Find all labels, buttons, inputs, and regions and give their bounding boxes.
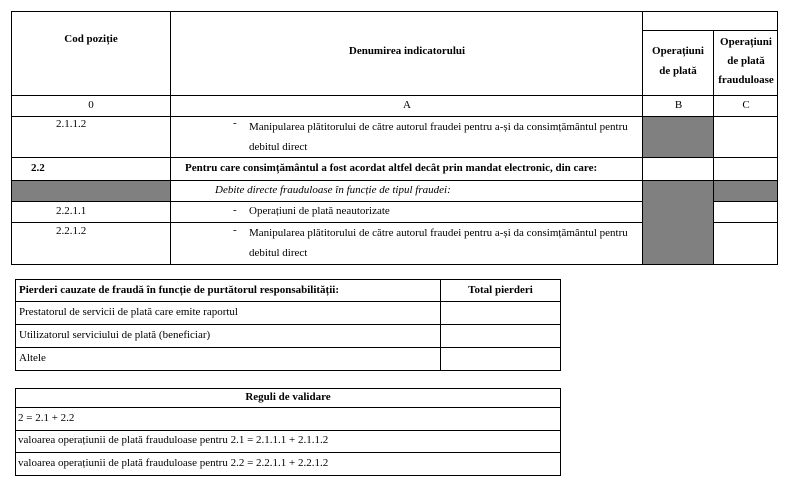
main-table xyxy=(11,11,778,265)
header-operatiuni-frauduloase: Operațiuni de plată frauduloase xyxy=(718,36,774,86)
col-code-0: 0 xyxy=(88,99,94,111)
header-cod-pozitie: Cod poziție xyxy=(64,33,118,45)
gray-cell-b-rows3-5 xyxy=(643,181,714,265)
losses-row: Utilizatorul serviciului de plată (beneficiar) xyxy=(19,329,211,341)
row-code: 2.2.1.2 xyxy=(56,225,87,237)
row-code: 2.1.1.2 xyxy=(56,118,87,130)
validation-header: Reguli de validare xyxy=(245,391,331,403)
validation-rule: valoarea operațiunii de plată frauduloase pentru 2.2 = 2.2.1.1 + 2.2.1.2 xyxy=(18,457,329,469)
header-operatiuni-de-plata: Operațiuni de plată xyxy=(652,45,704,77)
losses-row: Altele xyxy=(19,352,46,364)
row-text: Pentru care consimțământul a fost acordat altfel decât prin mandat electronic, din care: xyxy=(185,162,598,174)
losses-row: Prestatorul de servicii de plată care emite raportul xyxy=(19,306,238,318)
gray-cell-c-row3 xyxy=(714,181,778,201)
losses-header-left: Pierderi cauzate de fraudă în funcție de purtătorul responsabilității: xyxy=(19,284,339,296)
row-text: Debite directe frauduloase în funcție de tipul fraudei: xyxy=(215,184,451,196)
row-text: Manipularea plătitorului de către autorul fraudei pentru a-și da consimțământul pentru debitul direct xyxy=(249,121,628,153)
losses-table xyxy=(15,279,561,371)
header-denumirea-indicatorului: Denumirea indicatorului xyxy=(348,45,466,57)
losses-header-right: Total pierderi xyxy=(468,284,533,296)
row-code: 2.2 xyxy=(31,162,45,174)
validation-rule: valoarea operațiunii de plată frauduloase pentru 2.1 = 2.1.1.1 + 2.1.1.2 xyxy=(18,434,329,446)
col-code-c: C xyxy=(742,99,750,111)
col-code-a: A xyxy=(403,99,411,111)
row-bullet: - xyxy=(233,204,237,216)
validation-table xyxy=(15,388,561,476)
gray-cell-row3-code xyxy=(11,181,171,201)
col-code-b: B xyxy=(674,99,683,111)
row-text: Manipularea plătitorului de către autorul fraudei pentru a-și da consimțământul pentru debitul direct xyxy=(249,227,628,259)
row-text: Operațiuni de plată neautorizate xyxy=(249,205,390,217)
row-bullet: - xyxy=(233,117,237,129)
gray-cell-b-row1 xyxy=(643,117,714,158)
row-code: 2.2.1.1 xyxy=(56,205,87,217)
row-bullet: - xyxy=(233,224,237,236)
validation-rule: 2 = 2.1 + 2.2 xyxy=(18,412,75,424)
